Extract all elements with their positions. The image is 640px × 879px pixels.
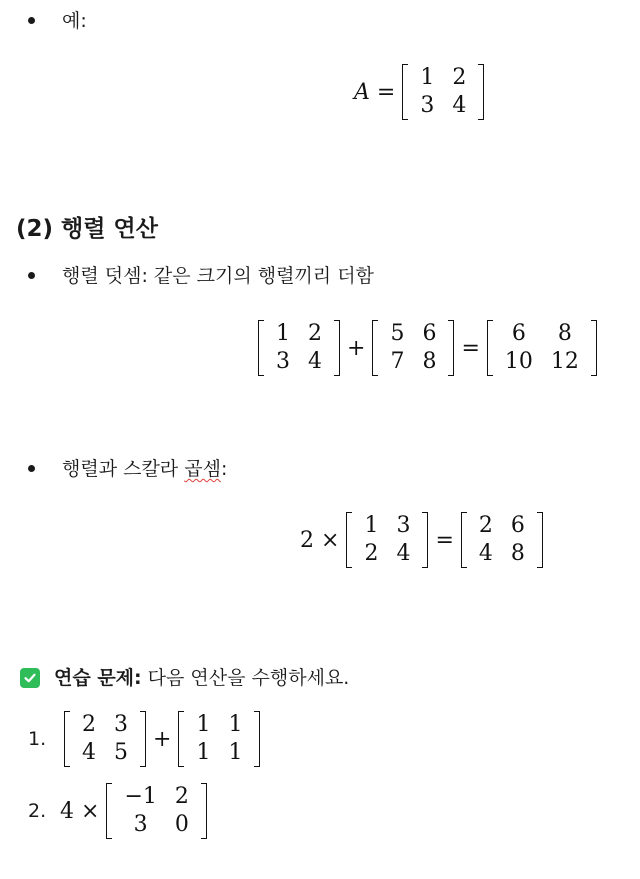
scalar-value: 4 xyxy=(60,798,74,824)
matrix-cell: 6 xyxy=(422,321,437,346)
plus-sign: + xyxy=(347,335,366,361)
matrix-cell: 1 xyxy=(196,712,211,737)
equals-sign: = xyxy=(435,527,454,553)
plus-sign: + xyxy=(153,726,172,752)
exercise-1-equation xyxy=(64,707,260,771)
matrix-cell: 2 xyxy=(364,541,379,566)
matrix-cell: 4 xyxy=(452,93,467,118)
section-heading: (2) 행렬 연산 xyxy=(16,216,158,242)
list-number: 2. xyxy=(28,800,47,822)
addition-equation xyxy=(258,316,597,380)
addition-matrix-1 xyxy=(258,320,340,376)
equals-sign: = xyxy=(461,335,480,361)
matrix-cell: 2 xyxy=(308,321,322,346)
matrix-cell: 2 xyxy=(452,65,467,90)
bullet-dot xyxy=(28,272,35,279)
exercise-1-matrix-2 xyxy=(178,711,260,767)
spellcheck-word[interactable]: 곱셈 xyxy=(184,458,221,480)
matrix-cell: 1 xyxy=(196,740,211,765)
matrix-cell: −1 xyxy=(124,784,157,809)
example-equation xyxy=(354,60,484,124)
bullet-dot xyxy=(28,17,35,24)
exercise-instruction: 다음 연산을 수행하세요. xyxy=(141,667,350,689)
matrix-cell: 2 xyxy=(478,513,493,538)
matrix-cell: 1 xyxy=(420,65,435,90)
matrix-cell: 3 xyxy=(396,513,411,538)
equals-sign: = xyxy=(376,79,396,105)
matrix-cell: 1 xyxy=(364,513,379,538)
addition-text: 행렬 덧셈: 같은 크기의 행렬끼리 더함 xyxy=(62,265,374,287)
matrix-cell: 3 xyxy=(276,349,290,374)
scalar-text xyxy=(62,457,227,481)
scalar-text-colon: : xyxy=(220,458,228,480)
matrix-cell: 10 xyxy=(504,349,533,374)
exercise-2-matrix xyxy=(106,783,206,839)
scalar-result-matrix xyxy=(461,512,543,568)
scalar-value: 2 xyxy=(300,527,314,553)
list-number: 1. xyxy=(28,728,47,750)
matrix-variable: A xyxy=(354,79,370,105)
times-sign: × xyxy=(81,798,100,824)
matrix-cell: 1 xyxy=(228,712,243,737)
example-matrix xyxy=(402,64,484,120)
addition-result-matrix xyxy=(487,320,597,376)
matrix-cell: 8 xyxy=(557,321,572,346)
matrix-cell: 2 xyxy=(82,712,96,737)
scalar-matrix xyxy=(346,512,428,568)
bullet-dot xyxy=(28,465,35,472)
exercise-heading xyxy=(54,666,349,690)
scalar-text-plain: 행렬과 스칼라 xyxy=(62,458,185,480)
matrix-cell: 3 xyxy=(133,812,148,837)
example-label: 예: xyxy=(62,10,87,32)
matrix-cell: 8 xyxy=(510,541,525,566)
matrix-cell: 4 xyxy=(308,349,322,374)
exercise-2-equation xyxy=(60,779,207,843)
matrix-cell: 0 xyxy=(174,812,189,837)
matrix-cell: 7 xyxy=(390,349,405,374)
matrix-cell: 5 xyxy=(114,740,128,765)
matrix-cell: 1 xyxy=(228,740,243,765)
matrix-cell: 3 xyxy=(420,93,435,118)
matrix-cell: 4 xyxy=(396,541,411,566)
matrix-cell: 4 xyxy=(82,740,96,765)
matrix-cell: 5 xyxy=(390,321,405,346)
exercise-1-matrix-1 xyxy=(64,711,146,767)
scalar-equation xyxy=(300,508,543,572)
matrix-cell: 6 xyxy=(510,513,525,538)
times-sign: × xyxy=(321,527,340,553)
exercise-label: 연습 문제: xyxy=(54,667,142,689)
check-mark-icon xyxy=(20,668,40,688)
matrix-cell: 6 xyxy=(511,321,526,346)
matrix-cell: 4 xyxy=(478,541,493,566)
matrix-cell: 8 xyxy=(422,349,437,374)
matrix-cell: 3 xyxy=(114,712,128,737)
matrix-cell: 2 xyxy=(174,784,189,809)
matrix-cell: 1 xyxy=(276,321,290,346)
matrix-cell: 12 xyxy=(550,349,579,374)
addition-matrix-2 xyxy=(372,320,454,376)
